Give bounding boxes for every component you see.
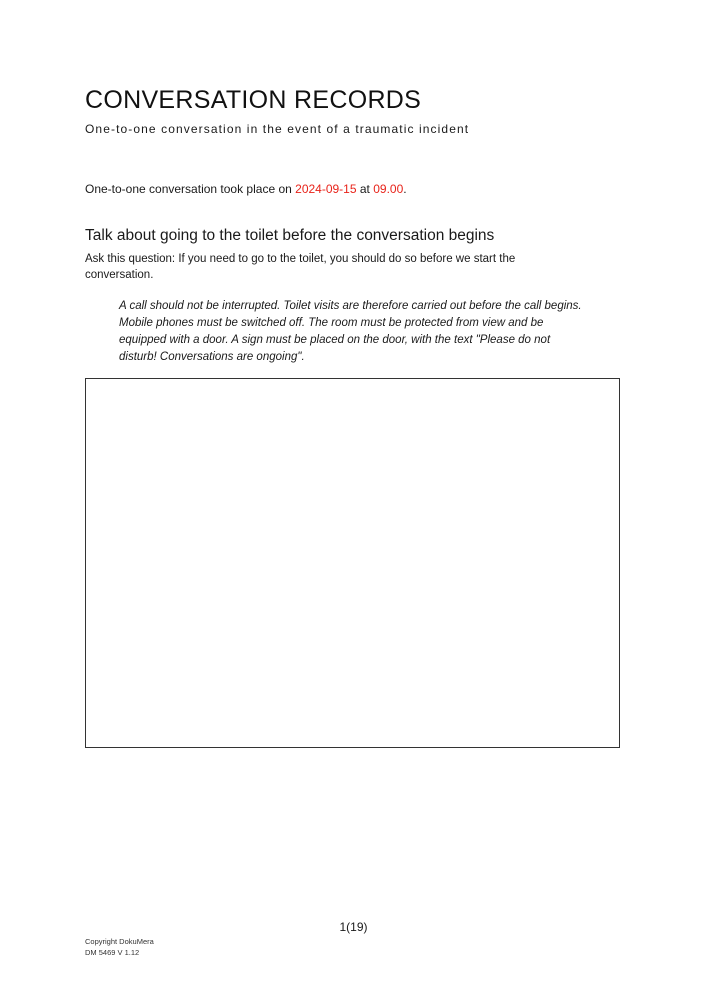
conversation-date-line [85, 182, 407, 196]
notes-text-box[interactable] [85, 378, 620, 748]
conversation-date-field[interactable]: 2024-09-15 [295, 182, 357, 196]
date-line-suffix: . [403, 182, 407, 196]
date-line-prefix: One-to-one conversation took place on [85, 182, 296, 196]
page-number: 1(19) [339, 920, 368, 934]
conversation-time-field[interactable]: 09.00 [373, 182, 404, 196]
page-title: CONVERSATION RECORDS [85, 86, 422, 114]
date-line-middle: at [356, 182, 374, 196]
footer-copyright: Copyright DokuMera [85, 937, 154, 946]
page-subtitle: One-to-one conversation in the event of a traumatic incident [85, 122, 470, 136]
section-note: A call should not be interrupted. Toilet visits are therefore carried out before the call begins. Mobile phones must be switched off. The room must be protected from view and be equipped with a door. A sign must be placed on the door, with the text "Please do not disturb! Conversations are ongoing". [119, 300, 582, 363]
footer-document-id: DM 5469 V 1.12 [85, 948, 140, 957]
section-question: Ask this question: If you need to go to the toilet, you should do so before we start the conversation. [85, 253, 516, 281]
section-heading: Talk about going to the toilet before the conversation begins [85, 227, 495, 244]
